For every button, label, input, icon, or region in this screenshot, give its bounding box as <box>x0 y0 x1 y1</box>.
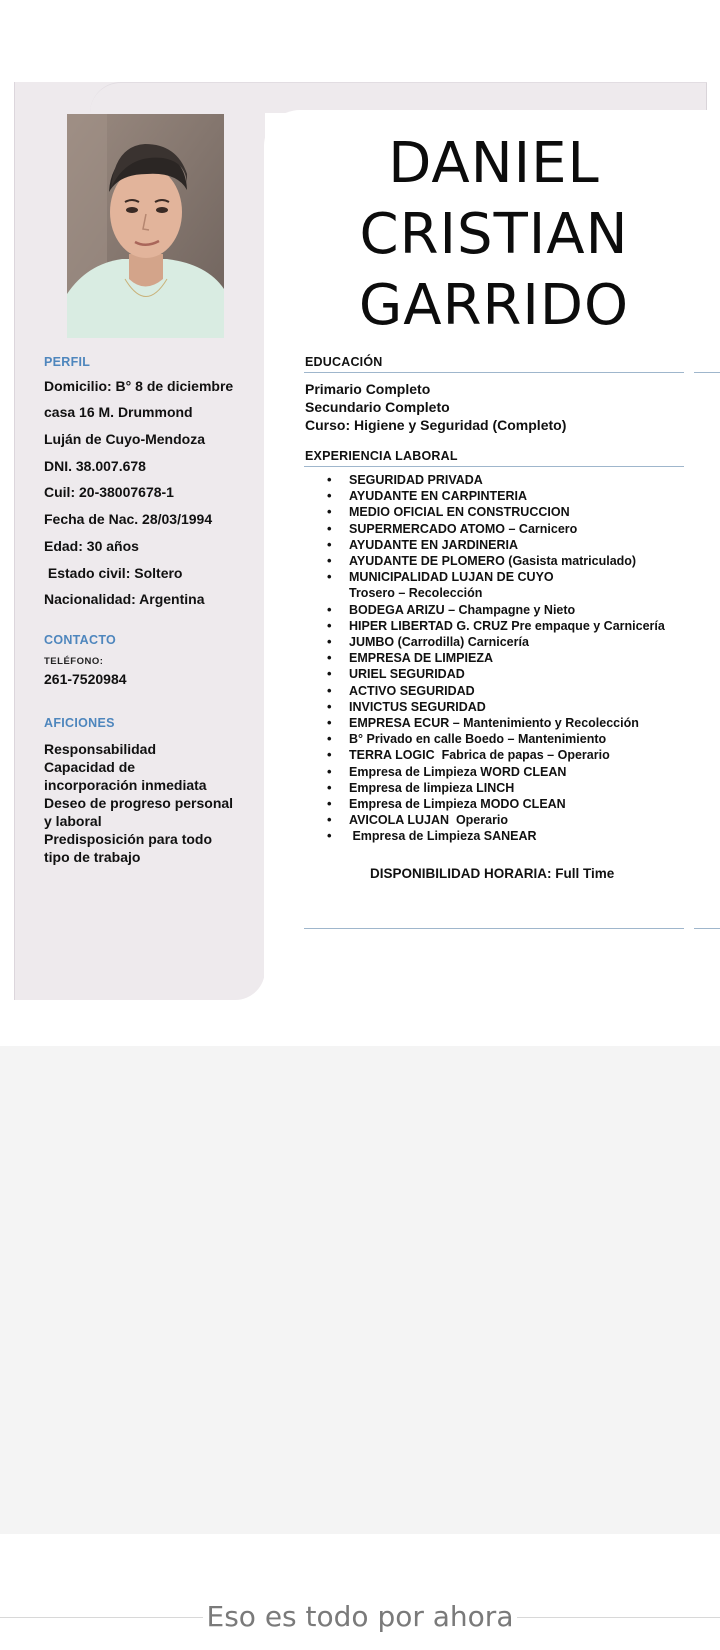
bullet-icon: • <box>327 536 332 552</box>
profile-photo-illustration <box>67 114 224 338</box>
bullet-icon: • <box>327 488 332 504</box>
hobby-line: incorporación inmediata <box>44 777 207 793</box>
hobby-line: Predisposición para todo <box>44 831 213 847</box>
bullet-icon: • <box>327 617 332 633</box>
name-line-first: DANIEL <box>388 131 600 196</box>
list-item <box>305 666 705 682</box>
bullet-icon: • <box>327 763 332 779</box>
bottom-rule-end <box>694 928 720 929</box>
bullet-icon: • <box>327 504 332 520</box>
bullet-icon: • <box>327 747 332 763</box>
list-item <box>305 521 705 537</box>
hobby-line: Deseo de progreso personal <box>44 795 234 811</box>
bullet-icon: • <box>327 715 332 731</box>
list-item <box>305 828 705 844</box>
profile-line: Luján de Cuyo-Mendoza <box>44 431 205 447</box>
profile-photo <box>67 114 224 338</box>
header-band <box>90 82 707 113</box>
bullet-icon: • <box>327 601 332 617</box>
bullet-icon: • <box>327 779 332 795</box>
list-item <box>305 618 705 634</box>
job-label: AYUDANTE EN CARPINTERIA <box>349 489 528 504</box>
profile-line: Estado civil: Soltero <box>44 565 183 581</box>
job-label: JUMBO (Carrodilla) Carnicería <box>349 635 529 650</box>
job-label: BODEGA ARIZU – Champagne y Nieto <box>349 602 576 617</box>
phone-number: 261-7520984 <box>44 671 127 687</box>
job-label: AVICOLA LUJAN Operario <box>349 813 509 828</box>
education-line: Curso: Higiene y Seguridad (Completo) <box>305 417 567 433</box>
bullet-icon: • <box>327 650 332 666</box>
job-label: Empresa de Limpieza SANEAR <box>349 829 537 844</box>
bullet-icon: • <box>327 634 332 650</box>
education-line: Primario Completo <box>305 381 431 397</box>
experience-rule <box>304 466 684 467</box>
hobby-line: y laboral <box>44 813 102 829</box>
bottom-rule <box>304 928 684 929</box>
list-item <box>305 731 705 747</box>
job-label: Empresa de limpieza LINCH <box>349 780 515 795</box>
hobbies-heading: AFICIONES <box>44 716 115 730</box>
job-label: Empresa de Limpieza WORD CLEAN <box>349 764 567 779</box>
job-label: AYUDANTE EN JARDINERIA <box>349 537 519 552</box>
hobby-line: tipo de trabajo <box>44 849 141 865</box>
list-item <box>305 472 705 488</box>
job-label: EMPRESA ECUR – Mantenimiento y Recolección <box>349 716 639 731</box>
list-item <box>305 780 705 796</box>
job-label: Empresa de Limpieza MODO CLEAN <box>349 797 566 812</box>
profile-line: Domicilio: B° 8 de diciembre <box>44 378 234 394</box>
list-item <box>305 569 705 601</box>
bullet-icon: • <box>327 828 332 844</box>
job-label: HIPER LIBERTAD G. CRUZ Pre empaque y Carnicería <box>349 618 665 633</box>
list-item <box>305 634 705 650</box>
profile-line: Fecha de Nac. 28/03/1994 <box>44 511 213 527</box>
bullet-icon: • <box>327 682 332 698</box>
list-item <box>305 504 705 520</box>
job-label: AYUDANTE DE PLOMERO (Gasista matriculado) <box>349 554 637 569</box>
job-sublabel: Trosero – Recolección <box>349 586 483 601</box>
job-label: MUNICIPALIDAD LUJAN DE CUYO <box>349 570 554 585</box>
name-line-middle: CRISTIAN <box>359 202 629 267</box>
job-label: SEGURIDAD PRIVADA <box>349 473 483 487</box>
profile-line: Edad: 30 años <box>44 538 139 554</box>
job-label: SUPERMERCADO ATOMO – Carnicero <box>349 521 578 536</box>
list-item <box>305 683 705 699</box>
bullet-icon: • <box>327 666 332 682</box>
profile-line: DNI. 38.007.678 <box>44 458 146 474</box>
list-item <box>305 537 705 553</box>
list-item <box>305 650 705 666</box>
education-line: Secundario Completo <box>305 399 450 415</box>
education-rule <box>304 372 684 373</box>
job-label: URIEL SEGURIDAD <box>349 667 465 682</box>
education-rule-end <box>694 372 720 373</box>
list-item <box>305 812 705 828</box>
end-of-content-label: Eso es todo por ahora <box>203 1600 518 1633</box>
list-item <box>305 796 705 812</box>
job-label: TERRA LOGIC Fabrica de papas – Operario <box>349 748 610 763</box>
phone-label: TELÉFONO: <box>44 656 104 667</box>
bullet-icon: • <box>327 698 332 714</box>
list-item <box>305 553 705 569</box>
empty-page-area <box>0 1046 720 1534</box>
bullet-icon: • <box>327 569 332 585</box>
bullet-icon: • <box>327 731 332 747</box>
profile-line: Nacionalidad: Argentina <box>44 591 205 607</box>
bullet-icon: • <box>327 472 332 487</box>
profile-line: casa 16 M. Drummond <box>44 404 193 420</box>
profile-heading: PERFIL <box>44 355 91 369</box>
list-item <box>305 488 705 504</box>
list-item <box>305 715 705 731</box>
availability-text: DISPONIBILIDAD HORARIA: Full Time <box>370 866 615 881</box>
list-item <box>305 602 705 618</box>
contact-heading: CONTACTO <box>44 633 117 647</box>
job-label: B° Privado en calle Boedo – Mantenimiento <box>349 732 607 747</box>
bullet-icon: • <box>327 553 332 569</box>
full-name <box>300 128 688 341</box>
job-label: INVICTUS SEGURIDAD <box>349 699 486 714</box>
bullet-icon: • <box>327 812 332 828</box>
list-item <box>305 747 705 763</box>
bullet-icon: • <box>327 796 332 812</box>
list-item <box>305 699 705 715</box>
job-label: EMPRESA DE LIMPIEZA <box>349 651 493 666</box>
end-of-content-message <box>0 1600 720 1633</box>
bullet-icon: • <box>327 520 332 536</box>
experience-list <box>305 472 705 845</box>
job-label: ACTIVO SEGURIDAD <box>349 683 475 698</box>
name-line-last: GARRIDO <box>358 273 630 338</box>
list-item <box>305 764 705 780</box>
education-heading: EDUCACIÓN <box>305 355 383 369</box>
experience-heading: EXPERIENCIA LABORAL <box>305 449 458 463</box>
job-label: MEDIO OFICIAL EN CONSTRUCCION <box>349 505 570 520</box>
profile-line: Cuil: 20-38007678-1 <box>44 484 174 500</box>
hobby-line: Responsabilidad <box>44 741 157 757</box>
hobby-line: Capacidad de <box>44 759 136 775</box>
